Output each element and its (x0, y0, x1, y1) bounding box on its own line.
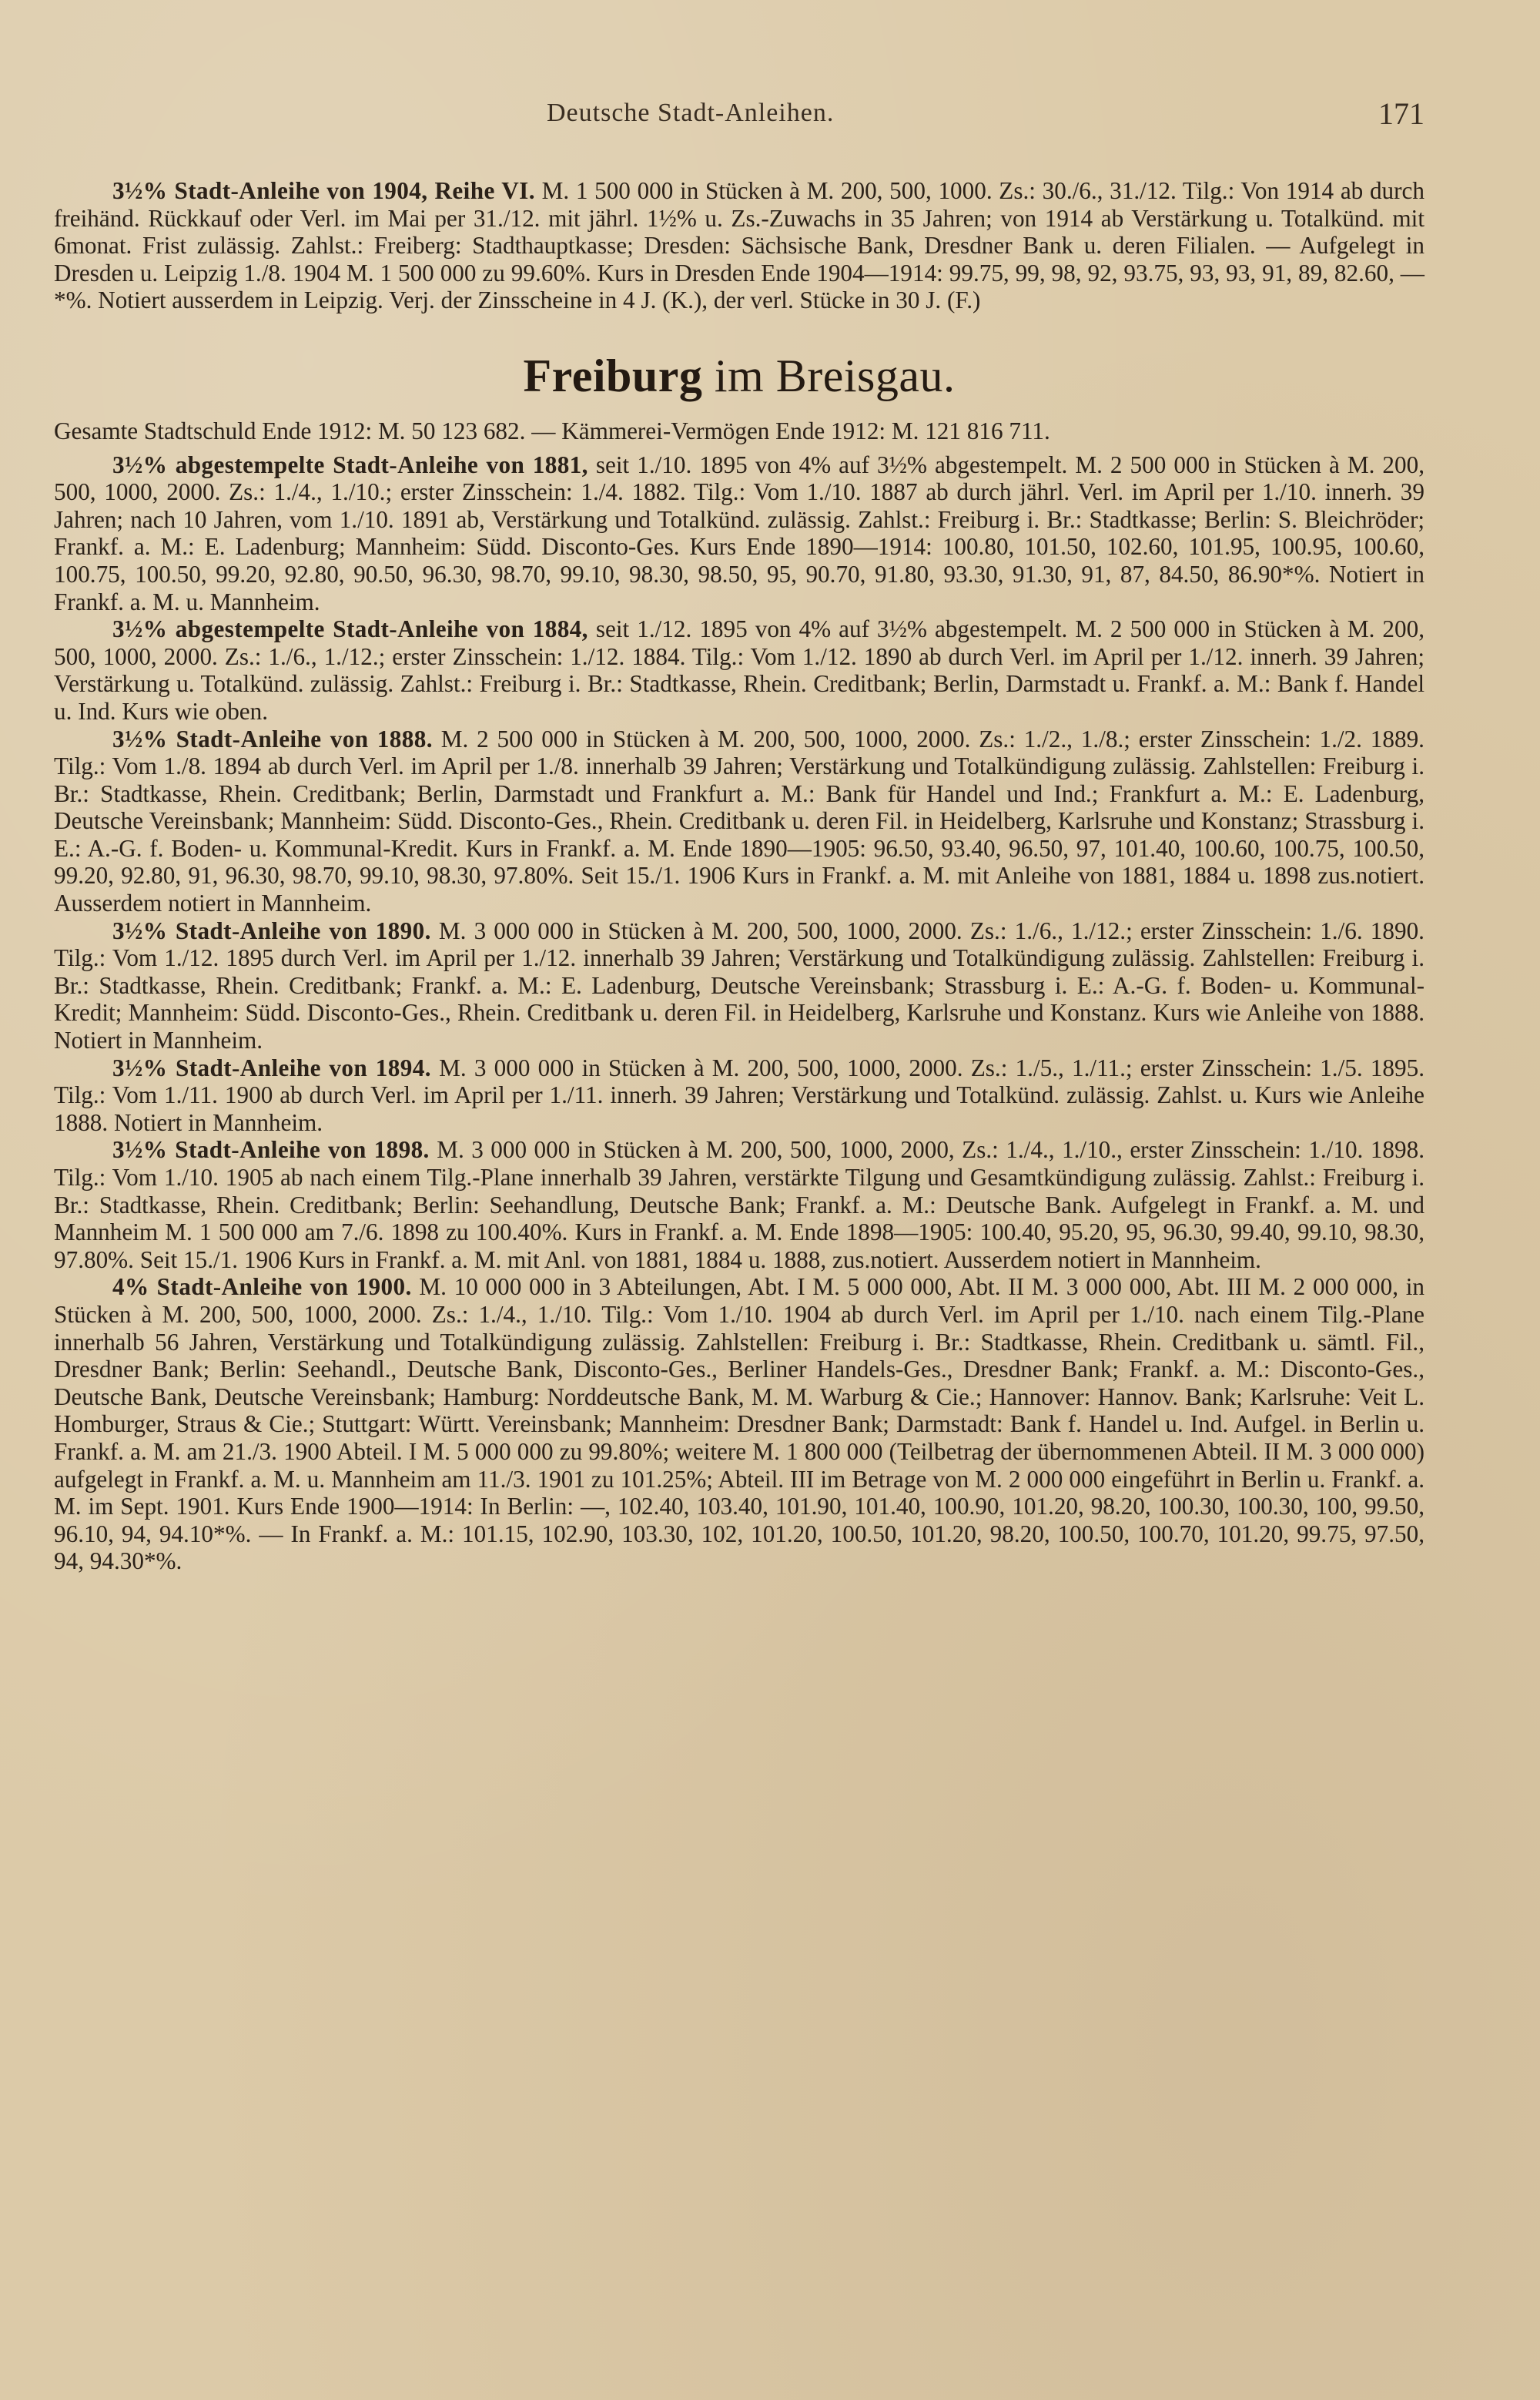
entry-heading: 4% Stadt-Anleihe von 1900. (112, 1273, 412, 1301)
city-summary: Gesamte Stadtschuld Ende 1912: M. 50 123 682. — Kämmerei-Vermögen Ende 1912: M. 121 816 711. (54, 417, 1050, 444)
entry-heading: 3½% Stadt-Anleihe von 1890. (112, 917, 431, 944)
entry-heading: 3½% Stadt-Anleihe von 1888. (112, 725, 433, 753)
entry-text: M. 3 000 000 in Stücken à M. 200, 500, 1000, 2000, Zs.: 1./4., 1./10., erster Zinsschein: 1./10. 1898. Tilg.: Vom 1./10. 1905 ab nach einem Tilg.-Plane innerhalb 39 Jahren, verstärkte Tilgung und Gesamtkündigung zulässig. Zahlst.: Freiburg i. Br.: Stadtkasse, Rhein. Creditbank; Berlin: Seehandlung, Deutsche Bank; Frankf. a. M.: Deutsche Bank. Aufgelegt in Frankf. a. M. und Mannheim M. 1 500 000 am 7./6. 1898 zu 100.40%. Kurs in Frankf. a. M. Ende 1898—1905: 100.40, 95.20, 95, 96.30, 99.40, 99.10, 98.30, 97.80%. Seit 15./1. 1906 Kurs in Frankf. a. M. mit Anl. von 1881, 1884 u. 1888, zus.notiert. Ausserdem notiert in Mannheim. (54, 1136, 1424, 1273)
page-header (54, 96, 1424, 145)
running-title: Deutsche Stadt-Anleihen. (547, 99, 835, 127)
entry-1900 (54, 1273, 1424, 1575)
city-name: Freiburg (523, 350, 703, 401)
entry-heading: 3½% abgestempelte Stadt-Anleihe von 1884, (112, 615, 588, 643)
page-number: 171 (1378, 96, 1424, 131)
entry-1890 (54, 917, 1424, 1054)
entry-1888 (54, 726, 1424, 917)
entry-text: M. 3 000 000 in Stücken à M. 200, 500, 1000, 2000. Zs.: 1./6., 1./12.; erster Zinsschein: 1./6. 1890. Tilg.: Vom 1./12. 1895 durch Verl. im April per 1./12. innerhalb 39 Jahren; Verstärkung und Totalkündigung zulässig. Zahlstellen: Freiburg i. Br.: Stadtkasse, Rhein. Creditbank; Frankf. a. M.: E. Ladenburg, Deutsche Vereinsbank; Strassburg i. E.: A.-G. f. Boden- u. Kommunal-Kredit; Mannheim: Südd. Disconto-Ges., Rhein. Creditbank u. deren Fil. in Heidelberg, Karlsruhe und Konstanz. Kurs wie Anleihe von 1888. Notiert in Mannheim. (54, 917, 1424, 1054)
entry-heading: 3½% Stadt-Anleihe von 1904, Reihe VI. (112, 177, 535, 204)
entry-heading: 3½% Stadt-Anleihe von 1894. (112, 1054, 431, 1081)
entry-text: M. 1 500 000 in Stücken à M. 200, 500, 1000. Zs.: 30./6., 31./12. Tilg.: Von 1914 ab durch freihänd. Rückkauf oder Verl. im Mai per 31./12. mit jährl. 1½% u. Zs.-Zuwachs in 35 Jahren; von 1914 ab Verstärkung u. Totalkünd. mit 6monat. Frist zulässig. Zahlst.: Freiberg: Stadthauptkasse; Dresden: Sächsische Bank, Dresdner Bank u. deren Filialen. — Aufgelegt in Dresden u. Leipzig 1./8. 1904 M. 1 500 000 zu 99.60%. Kurs in Dresden Ende 1904—1914: 99.75, 99, 98, 92, 93.75, 93, 93, 91, 89, 82.60, —*%. Notiert ausserdem in Leipzig. Verj. der Zinsscheine in 4 J. (K.), der verl. Stücke in 30 J. (F.) (54, 177, 1424, 314)
entry-freiberg-1904 (54, 177, 1424, 314)
entry-heading: 3½% Stadt-Anleihe von 1898. (112, 1136, 430, 1164)
entry-1881 (54, 451, 1424, 616)
city-heading (54, 351, 1424, 401)
entry-text: seit 1./12. 1895 von 4% auf 3½% abgestempelt. M. 2 500 000 in Stücken à M. 200, 500, 1000, 2000. Zs.: 1./6., 1./12.; erster Zinsschein: 1./12. 1884. Tilg.: Vom 1./12. 1890 ab durch Verl. im April per 1./12. innerh. 39 Jahren; Verstärkung u. Totalkünd. zulässig. Zahlst.: Freiburg i. Br.: Stadtkasse, Rhein. Creditbank; Berlin, Darmstadt u. Frankf. a. M.: Bank f. Handel u. Ind. Kurs wie oben. (54, 615, 1424, 725)
entry-text: M. 10 000 000 in 3 Abteilungen, Abt. I M. 5 000 000, Abt. II M. 3 000 000, Abt. III M. 2 000 000, in Stücken à M. 200, 500, 1000, 2000. Zs.: 1./4., 1./10. Tilg.: Vom 1./10. 1904 ab durch Verl. im April per 1./10. nach einem Tilg.-Plane innerhalb 56 Jahren, Verstärkung und Totalkündigung zulässig. Zahlstellen: Freiburg i. Br.: Stadtkasse, Rhein. Creditbank u. sämtl. Fil., Dresdner Bank; Berlin: Seehandl., Deutsche Bank, Disconto-Ges., Berliner Handels-Ges., Dresdner Bank; Frankf. a. M.: Disconto-Ges., Deutsche Bank, Deutsche Vereinsbank; Hamburg: Norddeutsche Bank, M. M. Warburg & Cie.; Hannover: Hannov. Bank; Karlsruhe: Veit L. Homburger, Straus & Cie.; Stuttgart: Württ. Vereinsbank; Mannheim: Dresdner Bank; Darmstadt: Bank f. Handel u. Ind. Aufgel. in Berlin u. Frankf. a. M. am 21./3. 1900 Abteil. I M. 5 000 000 zu 99.80%; weitere M. 1 800 000 (Teilbetrag der übernommenen Abteil. II M. 3 000 000) aufgelegt in Frankf. a. M. u. Mannheim am 11./3. 1901 zu 101.25%; Abteil. III im Betrage von M. 2 000 000 eingeführt in Berlin u. Frankf. a. M. im Sept. 1901. Kurs Ende 1900—1914: In Berlin: —, 102.40, 103.40, 101.90, 101.40, 100.90, 101.20, 98.20, 100.30, 100.30, 100, 99.50, 96.10, 94, 94.10*%. — In Frankf. a. M.: 101.15, 102.90, 103.30, 102, 101.20, 100.50, 101.20, 98.20, 100.50, 100.70, 101.20, 99.75, 97.50, 94, 94.30*%. (54, 1273, 1424, 1575)
entry-1884 (54, 615, 1424, 725)
entry-heading: 3½% abgestempelte Stadt-Anleihe von 1881, (112, 451, 588, 478)
entry-text: M. 2 500 000 in Stücken à M. 200, 500, 1000, 2000. Zs.: 1./2., 1./8.; erster Zinsschein: 1./2. 1889. Tilg.: Vom 1./8. 1894 ab durch Verl. im April per 1./8. innerhalb 39 Jahren; Verstärkung und Totalkündigung zulässig. Zahlstellen: Freiburg i. Br.: Stadtkasse, Rhein. Creditbank; Berlin, Darmstadt und Frankfurt a. M.: Bank für Handel und Ind.; Frankfurt a. M.: E. Ladenburg, Deutsche Vereinsbank; Mannheim: Südd. Disconto-Ges., Rhein. Creditbank u. deren Fil. in Heidelberg, Karlsruhe und Konstanz; Strassburg i. E.: A.-G. f. Boden- u. Kommunal-Kredit. Kurs in Frankf. a. M. Ende 1890—1905: 96.50, 93.40, 96.50, 97, 101.40, 100.60, 100.75, 100.50, 99.20, 92.80, 91, 96.30, 98.70, 99.10, 98.30, 97.80%. Seit 15./1. 1906 Kurs in Frankf. a. M. mit Anleihe von 1881, 1884 u. 1898 zus.notiert. Ausserdem notiert in Mannheim. (54, 725, 1424, 917)
entry-text: M. 3 000 000 in Stücken à M. 200, 500, 1000, 2000. Zs.: 1./5., 1./11.; erster Zinsschein: 1./5. 1895. Tilg.: Vom 1./11. 1900 ab durch Verl. im April per 1./11. innerh. 39 Jahren; Verstärkung und Totalkünd. zulässig. Zahlst. u. Kurs wie Anleihe 1888. Notiert in Mannheim. (54, 1054, 1424, 1136)
page-content (54, 177, 1424, 1575)
entry-1894 (54, 1054, 1424, 1137)
entry-text: seit 1./10. 1895 von 4% auf 3½% abgestempelt. M. 2 500 000 in Stücken à M. 200, 500, 1000, 2000. Zs.: 1./4., 1./10.; erster Zinsschein: 1./4. 1882. Tilg.: Vom 1./10. 1887 ab durch jährl. Verl. im April per 1./10. innerh. 39 Jahren; nach 10 Jahren, vom 1./10. 1891 ab, Verstärkung und Totalkünd. zulässig. Zahlst.: Freiburg i. Br.: Stadtkasse; Berlin: S. Bleichröder; Frankf. a. M.: E. Ladenburg; Mannheim: Südd. Disconto-Ges. Kurs Ende 1890—1914: 100.80, 101.50, 102.60, 101.95, 100.95, 100.60, 100.75, 100.50, 99.20, 92.80, 90.50, 96.30, 98.70, 99.10, 98.30, 98.50, 95, 90.70, 91.80, 93.30, 91.30, 91, 87, 84.50, 86.90*%. Notiert in Frankf. a. M. u. Mannheim. (54, 451, 1424, 615)
entry-1898 (54, 1136, 1424, 1273)
city-suffix: im Breisgau. (702, 350, 956, 401)
